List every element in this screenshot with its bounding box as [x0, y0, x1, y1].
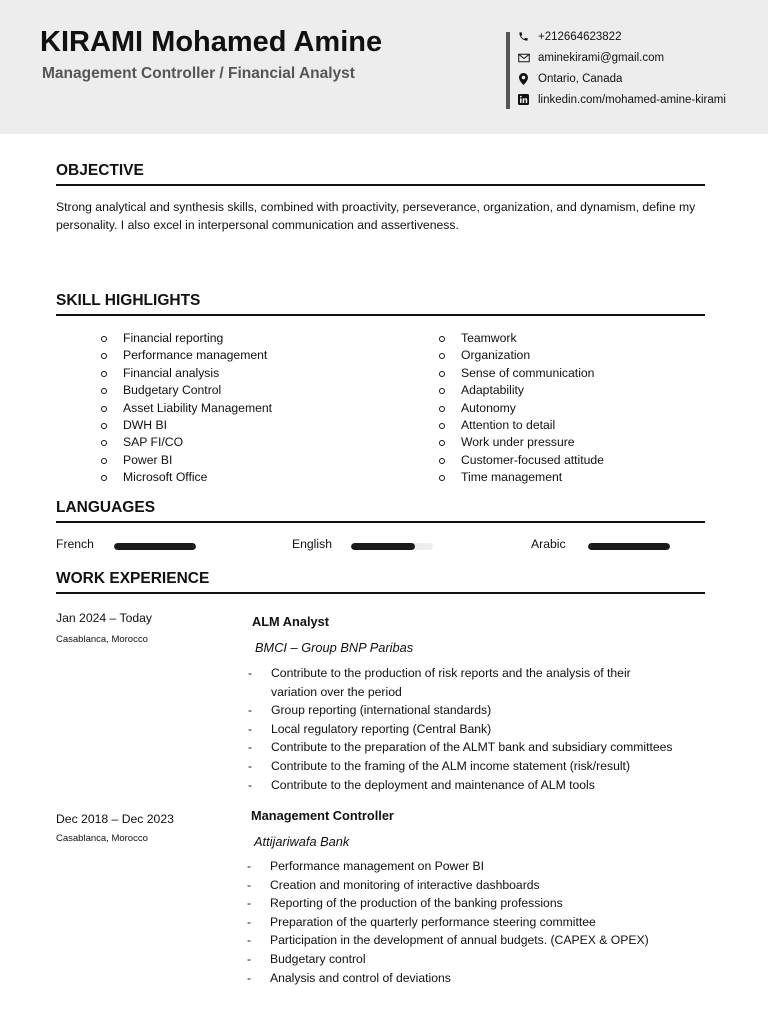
list-item: Customer-focused attitude: [439, 452, 604, 469]
bullet-circle-icon: [439, 423, 445, 429]
experience-rule: [56, 592, 705, 594]
skills-list-right: [439, 330, 604, 487]
bullet-circle-icon: [101, 423, 107, 429]
job-dates: Jan 2024 – Today: [56, 611, 152, 625]
bullet-circle-icon: [101, 353, 107, 359]
language-level-bar-french: [114, 543, 196, 550]
language-level-bar-arabic: [588, 543, 670, 550]
list-item: Adaptability: [439, 382, 604, 399]
list-item: SAP FI/CO: [101, 434, 272, 451]
list-item: - Reporting of the production of the banking professions: [247, 894, 649, 913]
dash-bullet-icon: -: [248, 777, 253, 792]
language-level-fill-french: [114, 543, 196, 550]
bullet-circle-icon: [439, 475, 445, 481]
bullet-circle-icon: [101, 388, 107, 394]
list-item: Sense of communication: [439, 365, 604, 382]
bullet-circle-icon: [101, 406, 107, 412]
list-item: Financial reporting: [101, 330, 272, 347]
job-company: BMCI – Group BNP Paribas: [255, 640, 414, 655]
bullet-circle-icon: [101, 371, 107, 377]
location-pin-icon: [517, 72, 530, 85]
bullet-circle-icon: [101, 475, 107, 481]
candidate-title: Management Controller / Financial Analyst: [42, 65, 355, 82]
bullet-circle-icon: [439, 458, 445, 464]
list-item: Work under pressure: [439, 434, 604, 451]
contact-divider: [506, 32, 510, 109]
skills-rule: [56, 314, 705, 316]
dash-bullet-icon: -: [247, 896, 252, 911]
linkedin-url[interactable]: linkedin.com/mohamed-amine-kirami: [538, 93, 726, 106]
dash-bullet-icon: -: [247, 914, 252, 929]
phone-number: +212664623822: [538, 30, 622, 43]
list-item: - Contribute to the deployment and maintenance of ALM tools: [248, 776, 673, 795]
list-item: - Analysis and control of deviations: [247, 969, 649, 988]
list-item: - Contribute to the preparation of the ALMT bank and subsidiary committees: [248, 738, 673, 757]
dash-bullet-icon: -: [247, 970, 252, 985]
language-name-arabic: Arabic: [531, 537, 566, 551]
phone-icon: [517, 30, 530, 43]
objective-text: Strong analytical and synthesis skills, combined with proactivity, perseverance, organization, and dynamism, define my personality. I also excel in interpersonal communication and assertiveness.: [56, 200, 696, 232]
objective-heading: OBJECTIVE: [56, 162, 144, 179]
contact-linkedin: [517, 93, 726, 106]
objective-rule: [56, 184, 705, 186]
dash-bullet-icon: -: [248, 703, 253, 718]
job-duties-list: [247, 857, 649, 987]
dash-bullet-icon: -: [248, 740, 253, 755]
list-item: - Group reporting (international standards): [248, 701, 673, 720]
candidate-name: KIRAMI Mohamed Amine: [40, 26, 383, 58]
language-name-english: English: [292, 537, 332, 551]
language-name-french: French: [56, 537, 94, 551]
list-item: - Budgetary control: [247, 950, 649, 969]
list-item: Power BI: [101, 452, 272, 469]
language-level-fill-arabic: [588, 543, 670, 550]
bullet-circle-icon: [439, 336, 445, 342]
dash-bullet-icon: -: [248, 721, 253, 736]
language-level-bar-english: [351, 543, 433, 550]
list-item: - Performance management on Power BI: [247, 857, 649, 876]
bullet-circle-icon: [439, 440, 445, 446]
dash-bullet-icon: -: [247, 859, 252, 873]
job-duties-list: [248, 664, 673, 794]
bullet-circle-icon: [439, 353, 445, 359]
list-item: Teamwork: [439, 330, 604, 347]
job-location: Casablanca, Morocco: [56, 634, 148, 645]
bullet-circle-icon: [439, 406, 445, 412]
contact-phone: [517, 30, 621, 43]
contact-email: [517, 51, 664, 64]
linkedin-icon: [517, 93, 530, 106]
list-item: - Contribute to the framing of the ALM income statement (risk/result): [248, 757, 673, 776]
dash-bullet-icon: -: [248, 666, 253, 680]
languages-heading: LANGUAGES: [56, 499, 156, 516]
job-title: Management Controller: [251, 808, 394, 823]
contact-location: [517, 72, 622, 85]
skills-list-left: [101, 330, 272, 487]
list-item: variation over the period: [271, 684, 402, 699]
job-dates: Dec 2018 – Dec 2023: [56, 812, 174, 826]
skills-heading: SKILL HIGHLIGHTS: [56, 292, 201, 309]
email-address[interactable]: aminekirami@gmail.com: [538, 51, 665, 64]
envelope-icon: [517, 51, 530, 64]
bullet-circle-icon: [101, 440, 107, 446]
languages-rule: [56, 521, 705, 523]
dash-bullet-icon: -: [247, 951, 252, 966]
bullet-circle-icon: [439, 371, 445, 377]
dash-bullet-icon: -: [247, 933, 252, 948]
list-item: - Preparation of the quarterly performance steering committee: [247, 913, 649, 932]
bullet-circle-icon: [101, 336, 107, 342]
list-item: - Local regulatory reporting (Central Bank): [248, 720, 673, 739]
resume-header: [0, 0, 768, 134]
location-text: Ontario, Canada: [538, 72, 623, 85]
list-item: Attention to detail: [439, 417, 604, 434]
bullet-circle-icon: [439, 388, 445, 394]
list-item: Microsoft Office: [101, 469, 272, 486]
list-item: Time management: [439, 469, 604, 486]
dash-bullet-icon: -: [248, 758, 253, 773]
list-item: - Contribute to the production of risk reports and the analysis of their: [248, 664, 673, 683]
list-item: - Creation and monitoring of interactive dashboards: [247, 876, 649, 895]
experience-heading: WORK EXPERIENCE: [56, 570, 210, 587]
bullet-circle-icon: [101, 458, 107, 464]
dash-bullet-icon: -: [247, 877, 252, 892]
job-company: Attijariwafa Bank: [254, 834, 350, 849]
list-item: Organization: [439, 347, 604, 364]
list-item: Budgetary Control: [101, 382, 272, 399]
list-item: Asset Liability Management: [101, 400, 272, 417]
list-item: Financial analysis: [101, 365, 272, 382]
list-item: DWH BI: [101, 417, 272, 434]
list-item: Performance management: [101, 347, 272, 364]
job-location: Casablanca, Morocco: [56, 833, 148, 844]
list-item: Autonomy: [439, 400, 604, 417]
language-level-fill-english: [351, 543, 415, 550]
list-item: - Participation in the development of annual budgets. (CAPEX & OPEX): [247, 931, 649, 950]
job-title: ALM Analyst: [252, 614, 330, 629]
